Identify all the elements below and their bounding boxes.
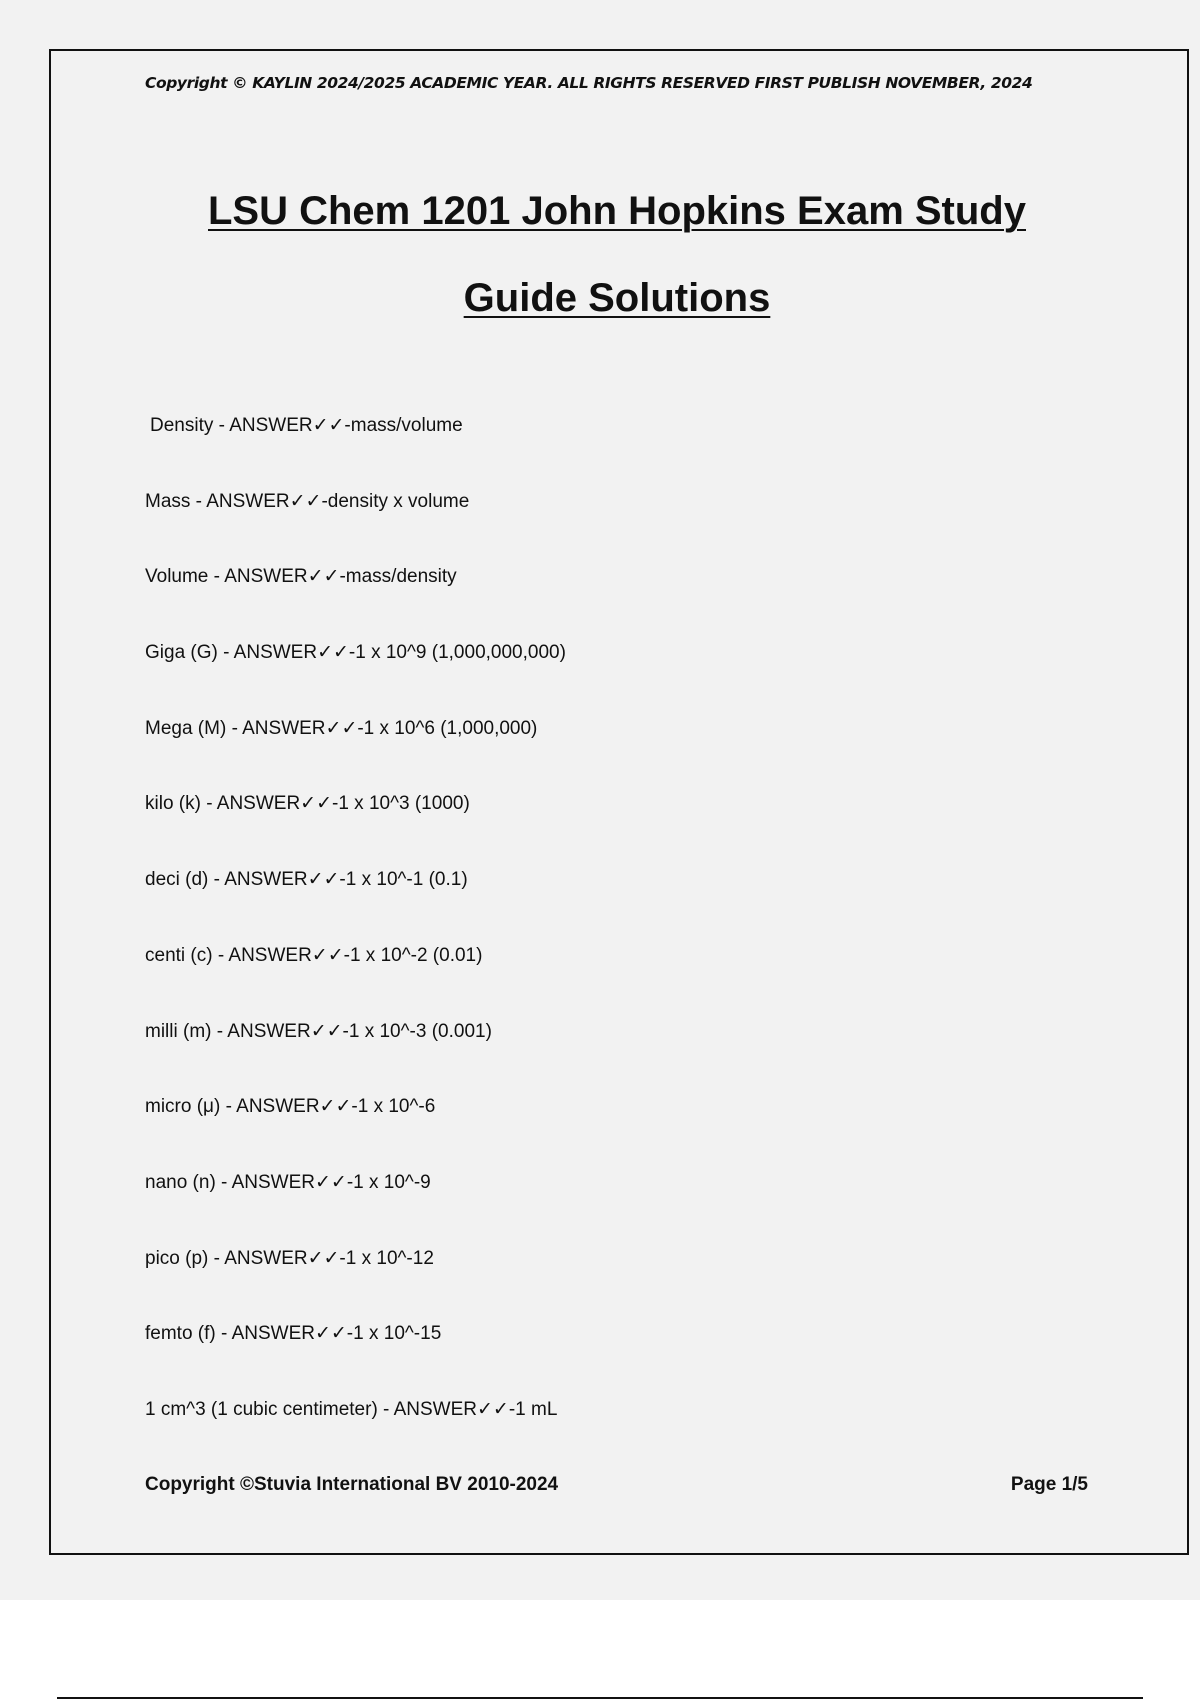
qa-list: [145, 414, 566, 1474]
list-item: Giga (G) - ANSWER✓✓-1 x 10^9 (1,000,000,000): [145, 642, 566, 664]
list-item: Volume - ANSWER✓✓-mass/density: [145, 566, 457, 588]
list-item: nano (n) - ANSWER✓✓-1 x 10^-9: [145, 1171, 431, 1193]
list-item: 1 cm^3 (1 cubic centimeter) - ANSWER✓✓-1 mL: [145, 1398, 558, 1420]
list-item: deci (d) - ANSWER✓✓-1 x 10^-1 (0.1): [145, 869, 468, 891]
list-item: kilo (k) - ANSWER✓✓-1 x 10^3 (1000): [145, 793, 470, 815]
list-item: Density - ANSWER✓✓-mass/volume: [150, 415, 463, 436]
title-line-1: LSU Chem 1201 John Hopkins Exam Study: [208, 189, 1026, 233]
next-page-divider: [57, 1697, 1143, 1699]
list-item: milli (m) - ANSWER✓✓-1 x 10^-3 (0.001): [145, 1020, 492, 1042]
header-copyright: Copyright © KAYLIN 2024/2025 ACADEMIC YEAR. ALL RIGHTS RESERVED FIRST PUBLISH NOVEMBER, 2024: [145, 74, 1033, 92]
list-item: pico (p) - ANSWER✓✓-1 x 10^-12: [145, 1247, 434, 1269]
list-item: Mass - ANSWER✓✓-density x volume: [145, 490, 470, 512]
page-number: Page 1/5: [1010, 1474, 1088, 1495]
document-title: [100, 168, 1134, 342]
title-line-2: Guide Solutions: [463, 276, 771, 320]
list-item: centi (c) - ANSWER✓✓-1 x 10^-2 (0.01): [145, 944, 483, 966]
list-item: micro (μ) - ANSWER✓✓-1 x 10^-6: [145, 1096, 436, 1118]
list-item: Mega (M) - ANSWER✓✓-1 x 10^6 (1,000,000): [145, 717, 538, 739]
footer-copyright: Copyright ©Stuvia International BV 2010-2024: [145, 1474, 559, 1495]
list-item: femto (f) - ANSWER✓✓-1 x 10^-15: [145, 1323, 442, 1345]
